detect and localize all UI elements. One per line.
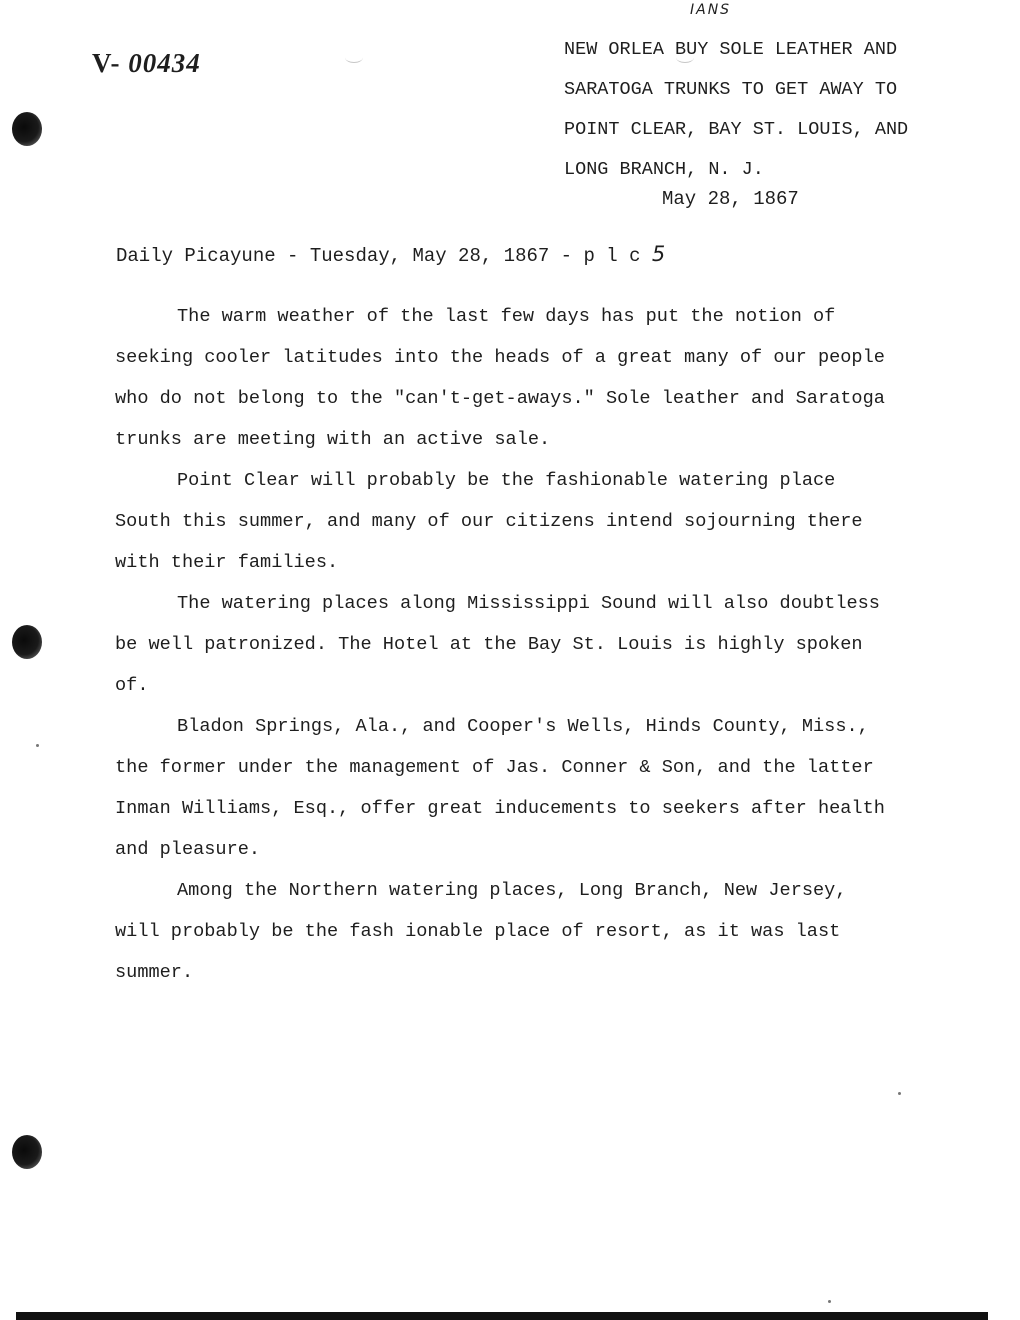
headline-line: POINT CLEAR, BAY ST. LOUIS, AND [564,119,909,140]
text-line: Bladon Springs, Ala., and Cooper's Wells, Hinds County, Miss., [177,716,869,737]
speck [36,744,39,747]
faint-mark [345,52,363,63]
text-line: with their families. [115,552,339,573]
punch-hole [12,112,42,146]
text-line: the former under the management of Jas. Conner & Son, and the latter [115,757,874,778]
punch-hole [12,625,42,659]
text-line: The warm weather of the last few days has put the notion of [177,306,836,327]
text-line: trunks are meeting with an active sale. [115,429,551,450]
speck [898,1092,901,1095]
text-line: be well patronized. The Hotel at the Bay St. Louis is highly spoken [115,634,863,655]
text-line: and pleasure. [115,839,261,860]
text-line: Inman Williams, Esq., offer great inducements to seekers after health [115,798,885,819]
citation-column-handwritten: 5 [651,242,666,266]
headline [564,30,1004,190]
paragraph [115,870,985,993]
text-line: Point Clear will probably be the fashionable watering place [177,470,836,491]
paragraph [115,706,985,870]
text-line: South this summer, and many of our citizens intend sojourning there [115,511,863,532]
text-line: summer. [115,962,194,983]
citation-text: Daily Picayune - Tuesday, May 28, 1867 - p l c [116,245,652,267]
handwritten-insert: IANS [690,2,732,18]
headline-line: LONG BRANCH, N. J. [564,159,764,180]
headline-line: SARATOGA TRUNKS TO GET AWAY TO [564,79,898,100]
paragraph [115,460,985,583]
citation [116,242,665,267]
headline-line: NEW ORLEA BUY SOLE LEATHER AND [564,39,898,60]
text-line: Among the Northern watering places, Long Branch, New Jersey, [177,880,847,901]
bottom-edge-bar [16,1312,988,1320]
article-body [115,296,985,993]
text-line: who do not belong to the "can't-get-aways." Sole leather and Saratoga [115,388,885,409]
document-number-value: 00434 [128,48,201,78]
punch-hole [12,1135,42,1169]
text-line: will probably be the fash ionable place of resort, as it was last [115,921,841,942]
headline-date: May 28, 1867 [662,188,799,210]
text-line: of. [115,675,149,696]
document-number-prefix: V- [92,48,121,78]
paragraph [115,296,985,460]
text-line: The watering places along Mississippi Sound will also doubtless [177,593,880,614]
speck [828,1300,831,1303]
paragraph [115,583,985,706]
document-number [92,48,201,79]
text-line: seeking cooler latitudes into the heads of a great many of our people [115,347,885,368]
